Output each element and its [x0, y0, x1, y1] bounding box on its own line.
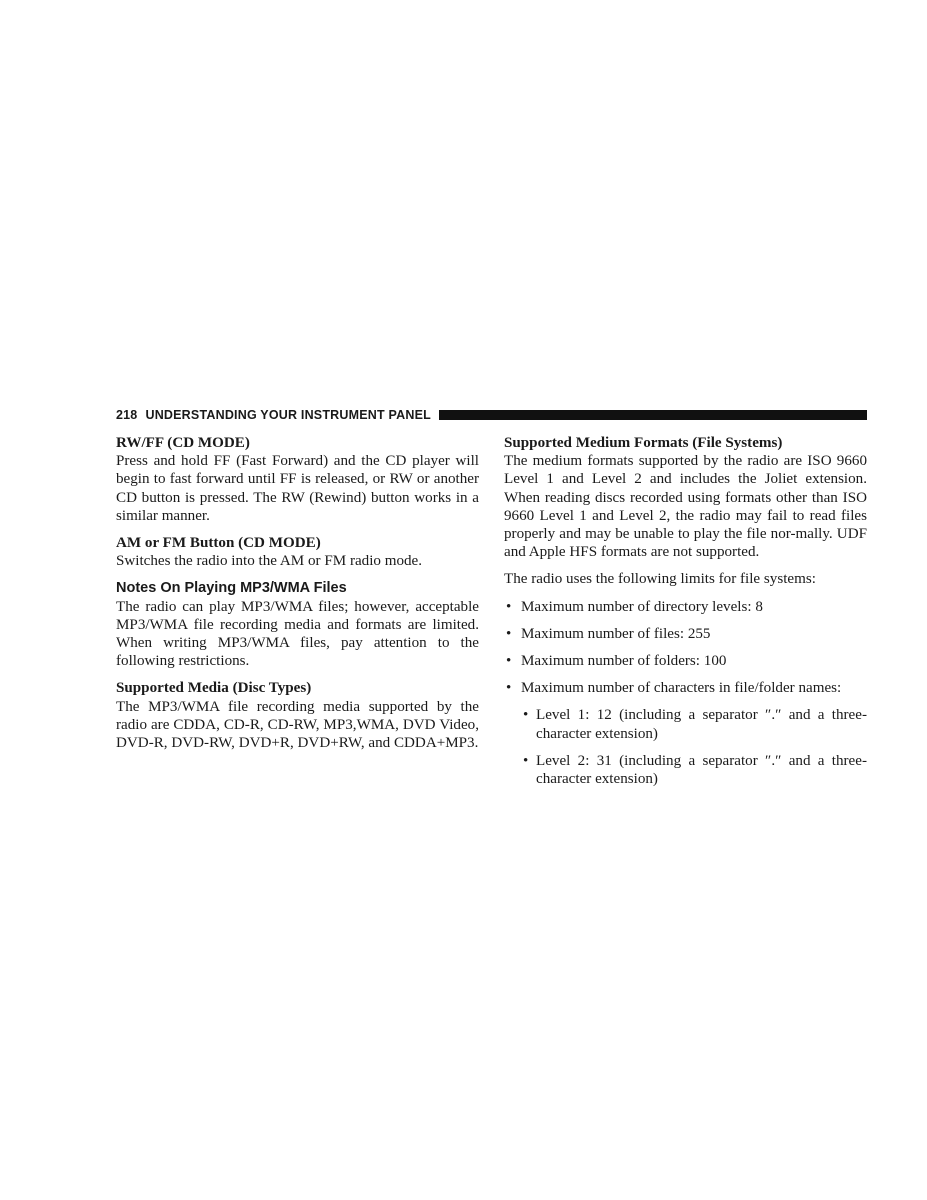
limit-text: Maximum number of files: 255 — [521, 625, 711, 642]
rwff-body: Press and hold FF (Fast Forward) and the CD player will begin to fast forward until FF is released, or RW or another CD button is pressed. The RW (Rewind) button works in a similar manner. — [116, 453, 479, 524]
notes-body: The radio can play MP3/WMA files; however, acceptable MP3/WMA file recording media and formats are limited. When writing MP3/WMA files, pay attention to the following restrictions. — [116, 598, 479, 670]
right-column — [504, 434, 867, 797]
bullet-icon: • — [506, 680, 512, 697]
limits-intro: The radio uses the following limits for file systems: — [504, 571, 816, 588]
media-body: The MP3/WMA file recording media supported by the radio are CDDA, CD-R, CD-RW, MP3,WMA, DVD Video, DVD-R, DVD-RW, DVD+R, DVD+RW, and CDDA+MP3. — [116, 698, 479, 752]
bullet-icon: • — [523, 752, 529, 769]
list-item — [521, 752, 867, 788]
sub-limit-text: Level 1: 12 (including a separator ″.″ and a three-character extension) — [536, 707, 867, 742]
amfm-body: Switches the radio into the AM or FM radio mode. — [116, 553, 423, 570]
limit-text: Maximum number of characters in file/folder names: — [521, 680, 842, 697]
section-title: UNDERSTANDING YOUR INSTRUMENT PANEL — [145, 408, 431, 422]
notes-section — [116, 579, 479, 670]
amfm-heading: AM or FM Button (CD MODE) — [116, 535, 321, 552]
limit-text: Maximum number of directory levels: 8 — [521, 598, 763, 615]
list-item — [504, 679, 867, 788]
bullet-icon: • — [506, 653, 512, 670]
notes-heading: Notes On Playing MP3/WMA Files — [116, 580, 347, 597]
media-section — [116, 679, 479, 752]
bullet-icon: • — [506, 598, 512, 615]
list-item — [521, 706, 867, 742]
header-rule — [439, 410, 867, 420]
formats-section — [504, 434, 867, 561]
amfm-section — [116, 534, 479, 570]
bullet-icon: • — [523, 707, 529, 724]
left-column — [116, 434, 479, 761]
list-item — [504, 625, 867, 643]
formats-body: The medium formats supported by the radio are ISO 9660 Level 1 and Level 2 and includes the Joliet extension. When reading discs recorded using formats other than ISO 9660 Level 1 and Level 2, the radio may fail to read files properly and may be unable to play the file nor-mally. UDF and Apple HFS formats are not supported. — [504, 453, 867, 561]
sub-limit-text: Level 2: 31 (including a separator ″.″ and a three-character extension) — [536, 752, 867, 788]
list-item — [504, 598, 867, 616]
rwff-heading: RW/FF (CD MODE) — [116, 435, 250, 451]
limits-list — [504, 598, 867, 789]
page-number: 218 — [116, 408, 138, 422]
page-header — [116, 405, 867, 425]
limit-text: Maximum number of folders: 100 — [521, 653, 727, 670]
bullet-icon: • — [506, 625, 512, 642]
rwff-section — [116, 434, 479, 525]
list-item — [504, 652, 867, 670]
sub-limits-list — [521, 706, 867, 788]
formats-heading: Supported Medium Formats (File Systems) — [504, 435, 783, 451]
media-heading: Supported Media (Disc Types) — [116, 680, 312, 697]
